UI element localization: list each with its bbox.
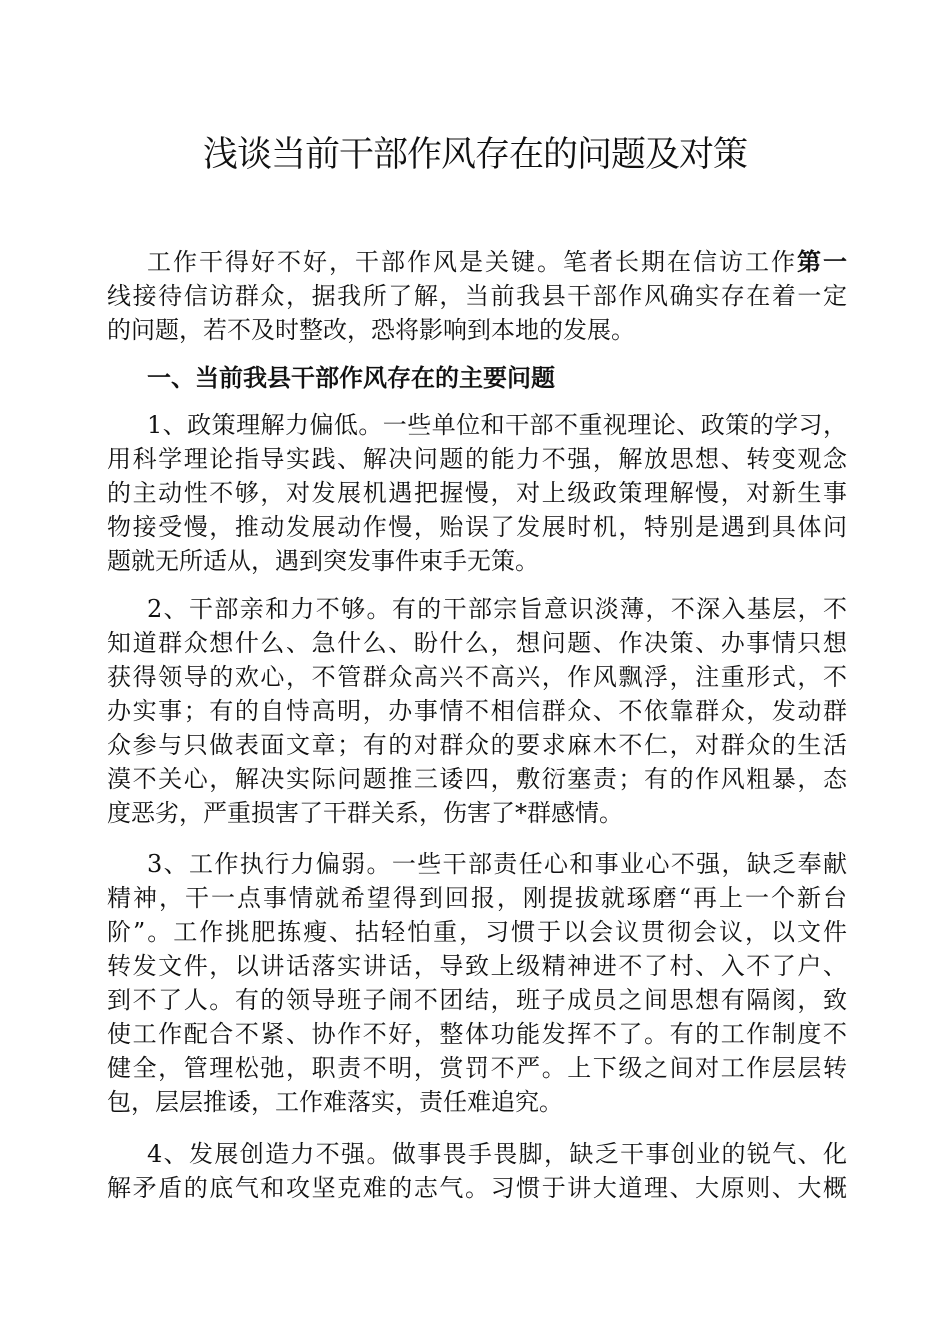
paragraph-line: 众参与只做表面文章；有的对群众的要求麻木不仁，对群众的生活 [107,731,847,759]
intro-line-1 [107,245,847,279]
paragraph-line: 4、发展创造力不强。做事畏手畏脚，缺乏干事创业的锐气、化 [147,1140,847,1168]
paragraph-line: 3、工作执行力偏弱。一些干部责任心和事业心不强，缺乏奉献 [147,850,847,878]
paragraph-line: 度恶劣，严重损害了干群关系，伤害了*群感情。 [107,799,623,827]
section-heading: 一、当前我县干部作风存在的主要问题 [147,363,555,392]
paragraph-line: 转发文件，以讲话落实讲话，导致上级精神进不了村、入不了户、 [107,952,847,980]
paragraph-line: 解矛盾的底气和攻坚克难的志气。习惯于讲大道理、大原则、大概 [107,1174,847,1202]
item-3-paragraph [107,847,847,1119]
paragraph-line: 使工作配合不紧、协作不好，整体功能发挥不了。有的工作制度不 [107,1020,847,1048]
paragraph-line: 漠不关心，解决实际问题推三诿四，敷衍塞责；有的作风粗暴，态 [107,765,847,793]
paragraph-line: 获得领导的欢心，不管群众高兴不高兴，作风飘浮，注重形式，不 [107,663,847,691]
paragraph-line: 的主动性不够，对发展机遇把握慢，对上级政策理解慢，对新生事 [107,479,847,507]
paragraph-line: 精神，干一点事情就希望得到回报，刚提拔就琢磨“再上一个新台 [107,884,847,912]
paragraph-line: 阶”。工作挑肥拣瘦、拈轻怕重，习惯于以会议贯彻会议，以文件 [107,918,847,946]
paragraph-line: 健全，管理松弛，职责不明，赏罚不严。上下级之间对工作层层转 [107,1054,847,1082]
paragraph-line: 用科学理论指导实践、解决问题的能力不强，解放思想、转变观念 [107,445,847,473]
paragraph-line: 知道群众想什么、急什么、盼什么，想问题、作决策、办事情只想 [107,629,847,657]
item-1-paragraph [107,408,847,578]
item-2-paragraph [107,592,847,830]
paragraph-line: 到不了人。有的领导班子闹不团结，班子成员之间思想有隔阂，致 [107,986,847,1014]
intro-line-3: 的问题，若不及时整改，恐将影响到本地的发展。 [107,316,635,344]
paragraph-line: 包，层层推诿，工作难落实，责任难追究。 [107,1088,563,1116]
paragraph-line: 2、干部亲和力不够。有的干部宗旨意识淡薄，不深入基层，不 [147,595,847,623]
intro-text: 工作干得好不好，干部作风是关键。笔者长期在信访工作 [147,248,797,276]
intro-bold-fragment: 第一 [797,247,847,276]
item-4-paragraph [107,1137,847,1205]
paragraph-line: 题就无所适从，遇到突发事件束手无策。 [107,547,539,575]
intro-line-2: 线接待信访群众，据我所了解，当前我县干部作风确实存在着一定 [107,282,847,310]
intro-paragraph [107,245,847,347]
paragraph-line: 物接受慢，推动发展动作慢，贻误了发展时机，特别是遇到具体问 [107,513,847,541]
document-title: 浅谈当前干部作风存在的问题及对策 [202,135,747,175]
paragraph-line: 办实事；有的自恃高明，办事情不相信群众、不依靠群众，发动群 [107,697,847,725]
paragraph-line: 1、政策理解力偏低。一些单位和干部不重视理论、政策的学习， [147,411,847,439]
